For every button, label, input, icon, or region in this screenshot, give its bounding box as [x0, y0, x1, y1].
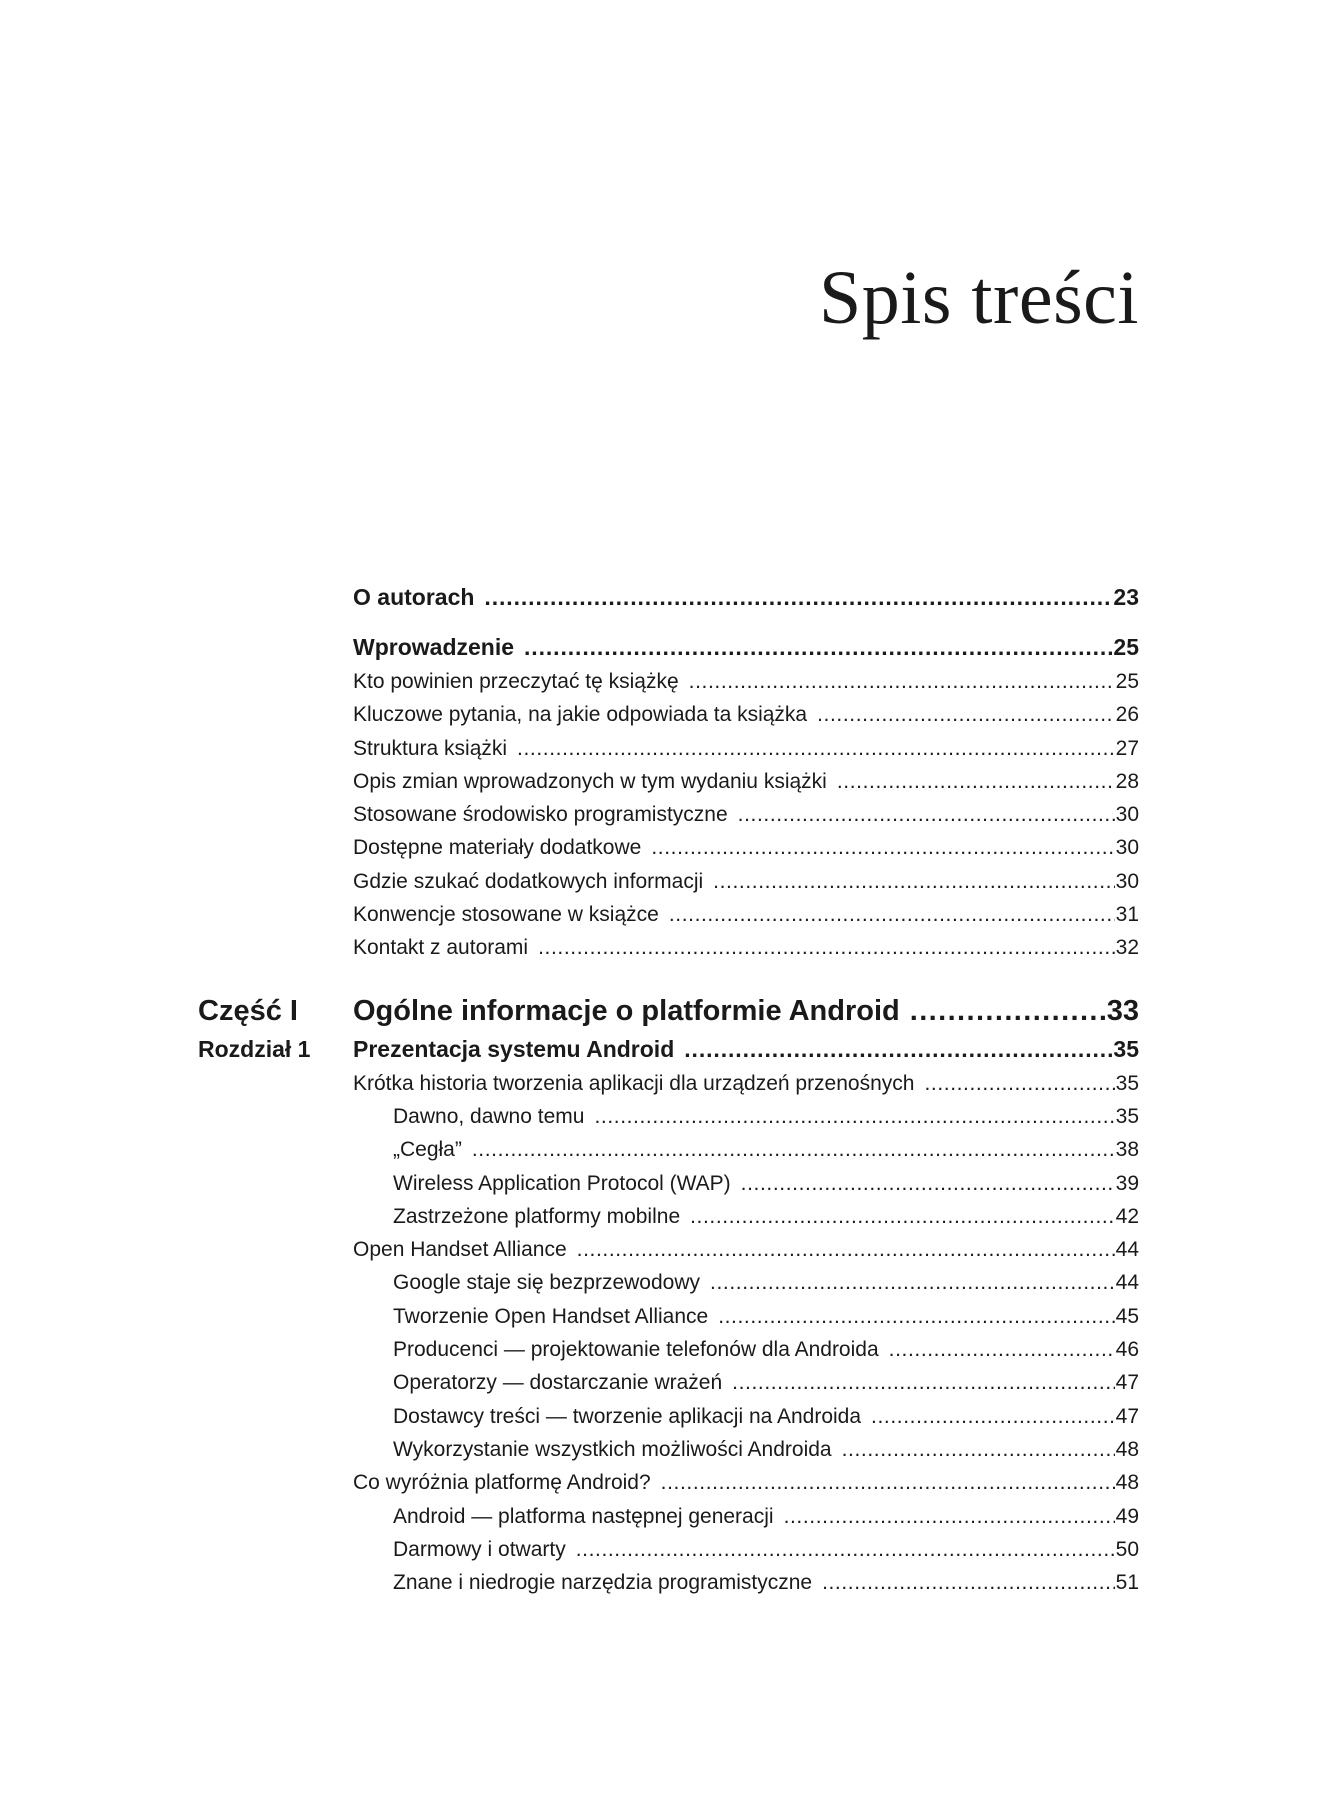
toc-entry[interactable] [198, 732, 1139, 765]
toc-leader-dots [871, 1400, 1115, 1433]
toc-entry-title: Android — platforma następnej generacji [393, 1504, 774, 1528]
toc-subentry[interactable] [198, 1566, 1139, 1599]
toc-subentry[interactable] [198, 1500, 1139, 1533]
toc-entry-page: 25 [1115, 670, 1139, 693]
toc-entry[interactable] [198, 665, 1139, 698]
toc-entry[interactable] [198, 831, 1139, 864]
toc-entry-page: 33 [1106, 994, 1139, 1027]
toc-leader-dots [651, 831, 1114, 864]
toc-entry-title: Kluczowe pytania, na jakie odpowiada ta książka [353, 703, 808, 727]
toc-leader-dots [837, 765, 1115, 798]
toc-subentry[interactable] [198, 1333, 1139, 1366]
toc-entry[interactable] [198, 698, 1139, 731]
toc-entry-page: 31 [1115, 903, 1139, 927]
toc-entry-page: 51 [1115, 1571, 1139, 1595]
toc-leader-dots [713, 865, 1114, 898]
toc-subentry[interactable] [198, 1100, 1139, 1133]
toc-entry-page: 48 [1115, 1437, 1139, 1461]
toc-subentry[interactable] [198, 1133, 1139, 1166]
toc-entry-title: Open Handset Alliance [353, 1238, 567, 1262]
toc-leader-dots [538, 931, 1115, 964]
toc-entry-page: 39 [1115, 1171, 1139, 1195]
toc-entry-title: Struktura książki [353, 736, 508, 760]
toc-subentry[interactable] [198, 1300, 1139, 1333]
toc-entry-title: O autorach [353, 584, 475, 610]
toc-entry-title: Dawno, dawno temu [393, 1104, 585, 1128]
toc-entry-title: „Cegła” [393, 1138, 462, 1162]
toc-leader-dots [472, 1133, 1115, 1166]
toc-entry-page: 42 [1115, 1204, 1139, 1228]
toc-leader-dots [577, 1233, 1115, 1266]
toc-leader-dots [732, 1366, 1115, 1399]
toc-entry[interactable] [198, 865, 1139, 898]
toc-entry-page: 35 [1115, 1071, 1139, 1095]
toc-leader-dots [517, 732, 1115, 765]
toc-entry-title: Kto powinien przeczytać tę książkę [353, 670, 679, 693]
toc-entry-title: Wireless Application Protocol (WAP) [393, 1171, 731, 1195]
toc-entry-page: 48 [1115, 1471, 1139, 1495]
toc-entry-page: 38 [1115, 1138, 1139, 1162]
toc-leader-dots [741, 1167, 1115, 1200]
toc-entry-page: 35 [1113, 1035, 1139, 1062]
table-of-contents [198, 579, 1139, 1599]
toc-entry[interactable] [198, 931, 1139, 964]
toc-entry-page: 47 [1115, 1371, 1139, 1395]
toc-subentry[interactable] [198, 1433, 1139, 1466]
toc-entry-page: 44 [1115, 1271, 1139, 1295]
toc-leader-dots [524, 629, 1112, 665]
toc-leader-dots [684, 1031, 1112, 1067]
toc-entry-page: 47 [1115, 1404, 1139, 1428]
toc-leader-dots [889, 1333, 1115, 1366]
toc-entry-page: 30 [1115, 836, 1139, 860]
toc-leader-dots [484, 579, 1112, 615]
toc-entry-page: 28 [1115, 769, 1139, 793]
toc-leader-dots [842, 1433, 1115, 1466]
toc-leader-dots [817, 698, 1115, 731]
toc-entry-page: 27 [1115, 736, 1139, 760]
toc-entry-page: 35 [1115, 1104, 1139, 1128]
toc-leader-dots [718, 1300, 1114, 1333]
toc-leader-dots [710, 1266, 1115, 1299]
toc-entry-page: 32 [1115, 936, 1139, 960]
toc-subentry[interactable] [198, 1266, 1139, 1299]
toc-entry[interactable] [198, 765, 1139, 798]
toc-entry-page: 25 [1113, 634, 1139, 660]
toc-entry-page: 23 [1113, 584, 1139, 610]
toc-entry-page: 26 [1115, 703, 1139, 727]
toc-entry-page: 45 [1115, 1304, 1139, 1328]
toc-entry-title: Co wyróżnia platformę Android? [353, 1471, 651, 1495]
toc-entry-title: Wprowadzenie [353, 634, 515, 660]
toc-entry-page: 30 [1115, 803, 1139, 827]
toc-entry-title: Tworzenie Open Handset Alliance [393, 1304, 709, 1328]
toc-entry-title: Ogólne informacje o platformie Android [353, 994, 900, 1027]
toc-entry-title: Prezentacja systemu Android [353, 1035, 675, 1062]
toc-entry-title: Gdzie szukać dodatkowych informacji [353, 869, 704, 893]
toc-entry[interactable] [198, 579, 1139, 615]
toc-chapter-label: Rozdział 1 [198, 1035, 311, 1062]
toc-entry[interactable] [198, 629, 1139, 665]
toc-entry[interactable] [198, 798, 1139, 831]
toc-entry-page: 44 [1115, 1238, 1139, 1262]
toc-leader-dots [910, 991, 1106, 1031]
toc-leader-dots [689, 665, 1115, 698]
toc-entry-title: Znane i niedrogie narzędzia programistyczne [393, 1571, 813, 1595]
toc-entry-title: Stosowane środowisko programistyczne [353, 803, 728, 827]
toc-entry[interactable] [198, 1067, 1139, 1100]
toc-leader-dots [784, 1500, 1115, 1533]
toc-subentry[interactable] [198, 1200, 1139, 1233]
toc-entry-page: 49 [1115, 1504, 1139, 1528]
toc-part-entry[interactable] [198, 991, 1139, 1031]
toc-subentry[interactable] [198, 1167, 1139, 1200]
toc-entry-title: Darmowy i otwarty [393, 1537, 566, 1561]
toc-entry-title: Krótka historia tworzenia aplikacji dla urządzeń przenośnych [353, 1071, 915, 1095]
page-title: Spis treści [818, 256, 1139, 340]
toc-entry-page: 46 [1115, 1338, 1139, 1362]
toc-entry-title: Producenci — projektowanie telefonów dla Androida [393, 1338, 879, 1362]
toc-leader-dots [822, 1566, 1115, 1599]
toc-entry-title: Kontakt z autorami [353, 936, 529, 960]
toc-entry[interactable] [198, 1466, 1139, 1499]
toc-part-label: Część I [198, 994, 298, 1027]
toc-leader-dots [690, 1200, 1115, 1233]
toc-leader-dots [669, 898, 1115, 931]
toc-leader-dots [594, 1100, 1114, 1133]
toc-entry[interactable] [198, 898, 1139, 931]
toc-entry-title: Zastrzeżone platformy mobilne [393, 1204, 681, 1228]
toc-entry-title: Operatorzy — dostarczanie wrażeń [393, 1371, 723, 1395]
toc-leader-dots [738, 798, 1115, 831]
toc-entry[interactable] [198, 1233, 1139, 1266]
toc-entry-title: Wykorzystanie wszystkich możliwości Androida [393, 1437, 832, 1461]
toc-subentry[interactable] [198, 1400, 1139, 1433]
toc-entry-title: Opis zmian wprowadzonych w tym wydaniu książki [353, 769, 827, 793]
toc-entry-page: 30 [1115, 869, 1139, 893]
toc-entry-title: Dostawcy treści — tworzenie aplikacji na Androida [393, 1404, 862, 1428]
toc-subentry[interactable] [198, 1533, 1139, 1566]
toc-subentry[interactable] [198, 1366, 1139, 1399]
toc-entry-page: 50 [1115, 1537, 1139, 1561]
toc-chapter-entry[interactable] [198, 1031, 1139, 1067]
toc-leader-dots [661, 1466, 1115, 1499]
toc-leader-dots [924, 1067, 1114, 1100]
toc-entry-title: Dostępne materiały dodatkowe [353, 836, 642, 860]
toc-leader-dots [576, 1533, 1115, 1566]
toc-entry-title: Google staje się bezprzewodowy [393, 1271, 701, 1295]
toc-entry-title: Konwencje stosowane w książce [353, 903, 659, 927]
